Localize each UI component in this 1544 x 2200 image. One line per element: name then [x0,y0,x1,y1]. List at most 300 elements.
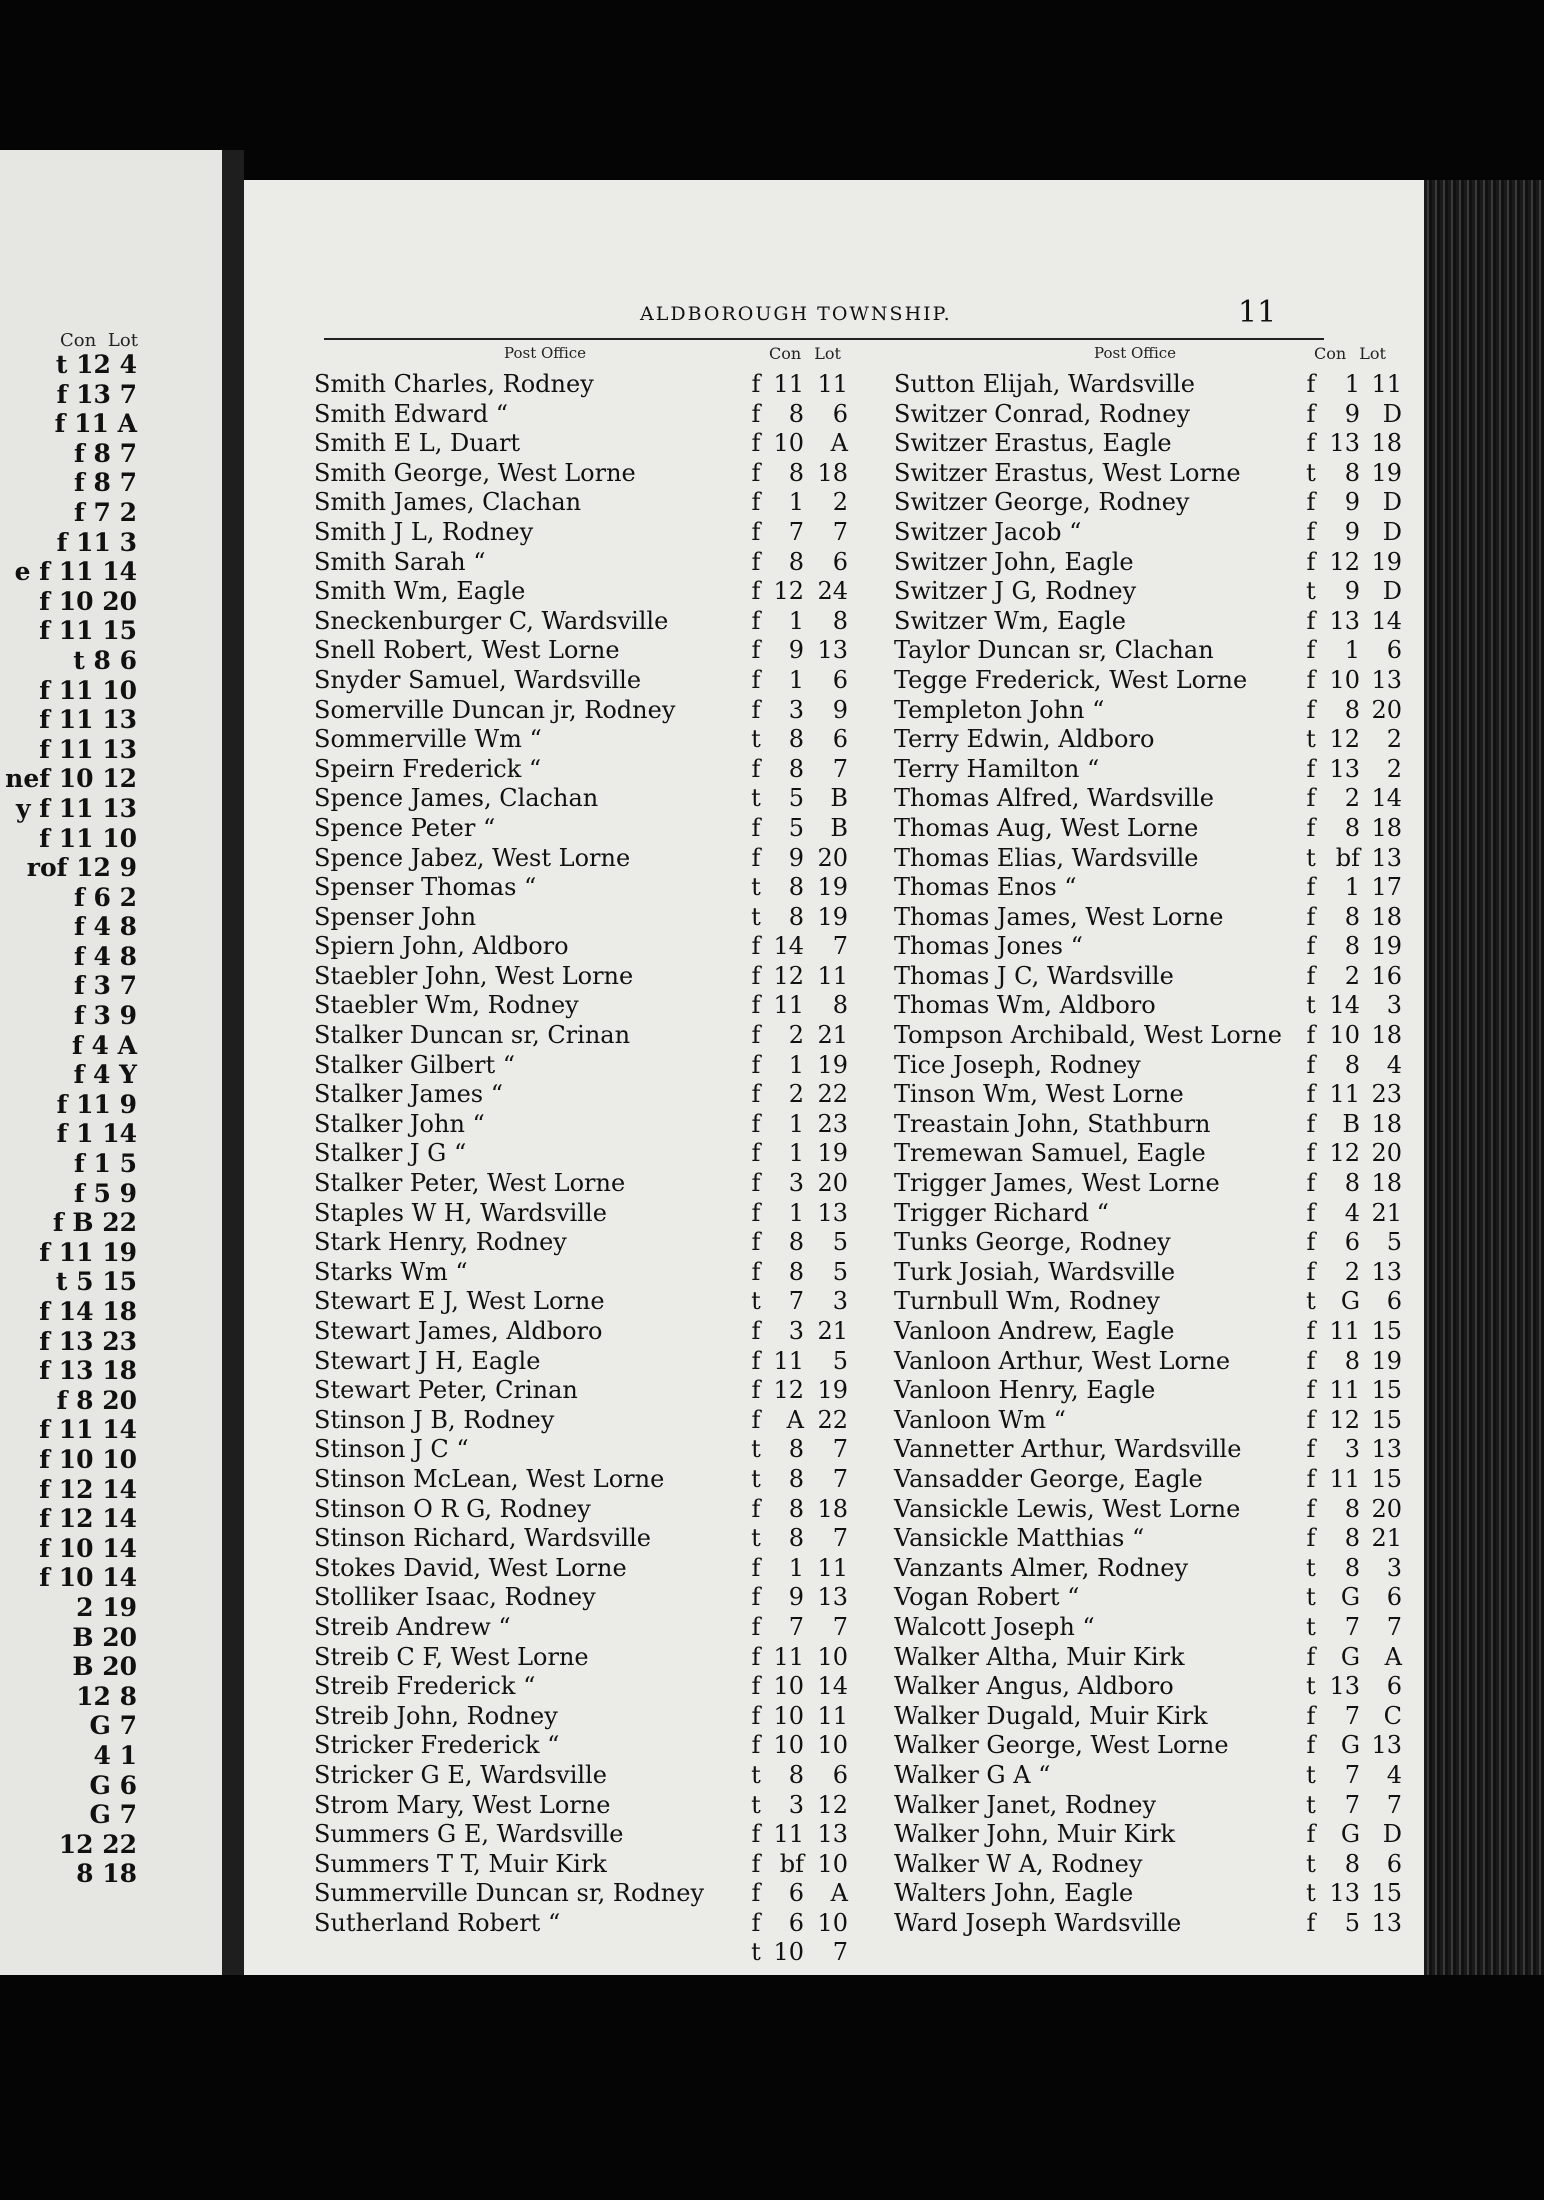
directory-entry [314,459,874,489]
entry-lot: A [830,1879,848,1908]
left-page-row: f 3 9 [74,1001,137,1031]
entry-concession: 11 [773,1820,804,1849]
directory-entry [894,1080,1414,1110]
left-page-row: f 13 18 [39,1356,137,1386]
entry-name: Stinson McLean, West Lorne [314,1464,665,1493]
entry-tenure: t [1306,577,1316,606]
entry-tenure: f [751,1257,761,1286]
entry-concession: 1 [788,1139,804,1168]
entry-lot: 5 [1386,1228,1402,1257]
entry-name: Switzer Erastus, West Lorne [894,458,1241,487]
left-page-row: f 1 5 [74,1149,137,1179]
directory-entry [314,548,874,578]
entry-tenure: f [751,1109,761,1138]
entry-concession: bf [779,1849,804,1878]
entry-tenure: f [751,429,761,458]
entry-lot: 18 [817,458,848,487]
entry-lot: 19 [817,902,848,931]
entry-concession: 2 [788,1021,804,1050]
entry-lot: 19 [1371,458,1402,487]
directory-entry [314,932,874,962]
left-page-row: G 7 [89,1800,137,1830]
entry-tenure: f [1306,1494,1316,1523]
entry-tenure: f [1306,1317,1316,1345]
directory-entry [314,814,874,844]
entry-concession: 2 [1344,961,1360,990]
left-page-row: f 6 2 [74,882,137,912]
entry-lot: 23 [1371,1080,1402,1109]
entry-concession: 7 [1344,1790,1360,1819]
entry-name: Vansickle Lewis, West Lorne [894,1494,1241,1523]
entry-tenure: f [1306,754,1316,783]
entry-lot: 24 [817,577,848,606]
left-page-row: f 7 2 [74,497,137,527]
entry-tenure: f [751,1228,761,1257]
entry-tenure: f [1306,1464,1316,1493]
entry-name: Terry Hamilton “ [894,754,1100,783]
page-number: 11 [1238,295,1277,330]
entry-tenure: f [751,695,761,724]
entry-concession: 12 [1329,725,1360,754]
entry-lot: 10 [817,1908,848,1937]
entry-lot: 18 [1371,429,1402,458]
entry-lot: 18 [1371,813,1402,842]
entry-concession: 8 [1344,1524,1360,1553]
entry-lot: 13 [1371,1731,1402,1760]
left-page-row: G 6 [89,1770,137,1800]
entry-name: Smith Sarah “ [314,547,486,576]
directory-entry [314,429,874,459]
entry-concession: 3 [788,1790,804,1819]
directory-entry [894,1051,1414,1081]
directory-entry [894,1317,1414,1347]
entry-tenure: f [751,517,761,546]
entry-lot: 11 [1371,370,1402,398]
directory-entry [894,696,1414,726]
entry-concession: 11 [1329,1464,1360,1493]
entry-name: Staebler John, West Lorne [314,961,634,990]
left-page-row: 12 22 [58,1829,137,1859]
left-page-row: f 11 9 [56,1089,137,1119]
entry-lot: 13 [1371,665,1402,694]
entry-tenure: f [1306,1080,1316,1109]
entry-lot: 20 [1371,1139,1402,1168]
directory-entry [314,1376,874,1406]
entry-name: Thomas Aug, West Lorne [894,813,1199,842]
directory-entry [894,1228,1414,1258]
entry-tenure: f [751,1376,761,1405]
entry-tenure: f [1306,1908,1316,1937]
left-page-row: B 20 [72,1622,137,1652]
directory-entry [314,1820,874,1850]
directory-entry [314,725,874,755]
entry-concession: 8 [1344,1849,1360,1878]
entry-tenure: t [751,725,761,754]
entry-concession: 4 [1344,1198,1360,1227]
entry-tenure: f [1306,370,1316,398]
entry-name: Spence Jabez, West Lorne [314,843,631,872]
directory-entry [314,1169,874,1199]
entry-tenure: f [1306,1820,1316,1849]
entry-name: Stewart Peter, Crinan [314,1376,578,1405]
directory-entry [894,1643,1414,1673]
left-page-row: f 5 9 [74,1178,137,1208]
entry-name: Thomas James, West Lorne [894,902,1224,931]
entry-concession: G [1340,1287,1360,1316]
entry-tenure: f [1306,665,1316,694]
entry-lot: 8 [832,991,848,1020]
left-page-row: t 12 4 [55,350,137,379]
directory-entry [894,1850,1414,1880]
left-page-row: f 10 14 [39,1563,137,1593]
entry-tenure: f [751,1820,761,1849]
entry-name: Summerville Duncan sr, Rodney [314,1879,705,1908]
entry-name: Spenser Thomas “ [314,873,537,902]
entry-lot: 13 [817,1820,848,1849]
entry-tenure: f [1306,399,1316,428]
entry-name: Smith James, Clachan [314,488,582,517]
entry-concession: 1 [788,1050,804,1079]
directory-entry [894,666,1414,696]
entry-concession: 12 [1329,1405,1360,1434]
directory-page [244,180,1424,1980]
directory-entry [314,1613,874,1643]
left-page-row: f 8 7 [74,438,137,468]
entry-lot: 5 [832,1257,848,1286]
entry-lot: 15 [1371,1879,1402,1908]
directory-entry [894,814,1414,844]
directory-entry [894,1376,1414,1406]
entry-tenure: f [1306,932,1316,961]
entry-concession: 5 [788,784,804,813]
entry-tenure: f [1306,488,1316,517]
directory-entry [894,607,1414,637]
left-page-row: B 20 [72,1652,137,1682]
entry-concession: 8 [1344,695,1360,724]
directory-entry [894,1406,1414,1436]
directory-entry [314,1791,874,1821]
entry-lot: 18 [1371,1021,1402,1050]
entry-tenure: f [1306,1021,1316,1050]
left-page-row: e f 11 14 [14,557,137,587]
entry-name: Stewart E J, West Lorne [314,1287,605,1316]
entry-concession: 8 [788,1760,804,1789]
entry-tenure: f [751,1021,761,1050]
directory-entry [314,1021,874,1051]
entry-concession: 2 [1344,784,1360,813]
directory-entry [894,518,1414,548]
entry-lot: 18 [817,1494,848,1523]
entry-tenure: f [1306,636,1316,665]
entry-name: Smith Wm, Eagle [314,577,526,606]
entry-concession: 1 [788,488,804,517]
entry-name: Stinson J B, Rodney [314,1405,555,1434]
left-page-row: f 12 14 [39,1504,137,1534]
entry-name: Walker Dugald, Muir Kirk [894,1701,1208,1730]
entry-tenure: f [1306,1524,1316,1553]
entry-concession: 8 [788,1435,804,1464]
entry-lot: 13 [1371,1435,1402,1464]
entry-lot: 6 [832,399,848,428]
entry-tenure: f [1306,1346,1316,1375]
left-page-row: f 11 A [54,409,137,439]
entry-concession: 7 [1344,1701,1360,1730]
entry-lot: 19 [817,1376,848,1405]
entry-name: Streib Andrew “ [314,1612,511,1641]
entry-name: Vannetter Arthur, Wardsville [894,1435,1242,1464]
entry-concession: 8 [1344,932,1360,961]
entry-concession: 9 [1344,577,1360,606]
entry-tenure: t [1306,458,1316,487]
left-page-row: f 13 23 [39,1326,137,1356]
entry-name: Staples W H, Wardsville [314,1198,607,1227]
entry-name: Snell Robert, West Lorne [314,636,620,665]
left-page-row: f 4 A [72,1030,137,1060]
entry-name: Switzer Wm, Eagle [894,606,1127,635]
left-page-row: f 3 7 [74,971,137,1001]
entry-name: Walker John, Muir Kirk [894,1820,1176,1849]
entry-lot: 11 [817,370,848,398]
entry-name: Stalker Gilbert “ [314,1050,516,1079]
entry-concession: G [1340,1583,1360,1612]
entry-tenure: f [751,961,761,990]
entry-tenure: f [1306,813,1316,842]
entry-name: Ward Joseph Wardsville [894,1908,1182,1937]
entry-name: Vansadder George, Eagle [894,1464,1203,1493]
directory-entry [314,1583,874,1613]
entry-name: Summers T T, Muir Kirk [314,1849,607,1878]
entry-tenure: t [1306,1553,1316,1582]
directory-entry [894,1909,1414,1939]
entry-concession: 3 [788,1317,804,1345]
entry-name: Vanloon Henry, Eagle [894,1376,1156,1405]
entry-lot: 6 [832,665,848,694]
entry-lot: 13 [817,636,848,665]
entry-concession: 8 [788,725,804,754]
entry-lot: 6 [1386,1672,1402,1701]
entry-name: Smith Charles, Rodney [314,370,594,398]
entry-tenure: f [1306,1701,1316,1730]
entry-tenure: f [751,1612,761,1641]
entry-name: Terry Edwin, Aldboro [894,725,1155,754]
entry-concession: 8 [788,458,804,487]
entry-lot: 11 [817,961,848,990]
entry-name: Switzer George, Rodney [894,488,1190,517]
scan-border [0,1975,1544,2200]
entry-lot: D [1382,488,1402,517]
directory-entry [314,1199,874,1229]
entry-name: Streib John, Rodney [314,1701,558,1730]
entry-concession: 10 [773,1701,804,1730]
entry-name: Vogan Robert “ [894,1583,1080,1612]
entry-name: Vanloon Wm “ [894,1405,1066,1434]
entry-name: Switzer Erastus, Eagle [894,429,1172,458]
directory-entry [894,548,1414,578]
left-page-row: f 11 15 [39,616,137,646]
post-office-label: Post Office [504,344,587,362]
entry-tenure: f [751,1583,761,1612]
directory-entry [314,1643,874,1673]
entry-tenure: f [1306,695,1316,724]
entry-lot: 7 [832,517,848,546]
entry-name: Streib C F, West Lorne [314,1642,589,1671]
entry-name: Tremewan Samuel, Eagle [894,1139,1206,1168]
entry-concession: 11 [773,1346,804,1375]
entry-lot: 15 [1371,1405,1402,1434]
entry-tenure: t [1306,1287,1316,1316]
book-gutter [222,150,244,1975]
entry-concession: 8 [788,1257,804,1286]
entry-lot: 20 [817,1169,848,1198]
entry-name: Tompson Archibald, West Lorne [894,1021,1282,1050]
entry-tenure: f [751,1849,761,1878]
entry-tenure: f [751,370,761,398]
entry-concession: 8 [1344,902,1360,931]
entry-lot: 21 [1371,1524,1402,1553]
entry-concession: 1 [788,606,804,635]
entry-tenure: f [751,488,761,517]
entry-tenure: f [751,1642,761,1671]
entry-tenure: f [751,1139,761,1168]
entry-name: Switzer Conrad, Rodney [894,399,1191,428]
entry-lot: 13 [817,1198,848,1227]
entry-lot: 8 [832,606,848,635]
directory-entry [894,459,1414,489]
entry-lot: 11 [817,1553,848,1582]
entry-concession: 10 [773,1672,804,1701]
entry-name: Staebler Wm, Rodney [314,991,579,1020]
directory-entry [314,1702,874,1732]
entry-concession: 8 [788,399,804,428]
entry-lot: 7 [832,1435,848,1464]
directory-entry [314,1406,874,1436]
entry-lot: 5 [832,1346,848,1375]
left-page-row: f 4 Y [73,1060,137,1090]
entry-tenure: f [751,1317,761,1345]
directory-entry [894,400,1414,430]
entry-concession: 10 [773,1938,804,1967]
entry-tenure: f [1306,961,1316,990]
entry-concession: B [1342,1109,1360,1138]
entry-lot: 19 [1371,1346,1402,1375]
entry-concession: 1 [788,1109,804,1138]
entry-name: Walker Angus, Aldboro [894,1672,1174,1701]
entry-name: Walker G A “ [894,1760,1051,1789]
directory-entry [314,488,874,518]
entry-concession: 12 [773,1376,804,1405]
entry-concession: 7 [788,517,804,546]
entry-name: Switzer John, Eagle [894,547,1134,576]
entry-lot: 7 [832,1938,848,1967]
entry-concession: 8 [1344,1494,1360,1523]
directory-column-1 [314,344,874,1968]
entry-tenure: f [1306,1731,1316,1760]
entry-name: Speirn Frederick “ [314,754,542,783]
directory-entry [894,932,1414,962]
entry-name: Thomas J C, Wardsville [894,961,1174,990]
entry-concession: 11 [1329,1376,1360,1405]
directory-entry [314,1761,874,1791]
entry-concession: A [786,1405,804,1434]
entry-lot: 18 [1371,1169,1402,1198]
entry-lot: 18 [1371,902,1402,931]
directory-entry [894,1495,1414,1525]
entry-tenure: t [1306,1583,1316,1612]
left-page-row: f 10 10 [39,1444,137,1474]
left-page-row: 4 1 [93,1740,137,1770]
entry-tenure: f [751,1701,761,1730]
entry-tenure: f [751,1050,761,1079]
entry-concession: G [1340,1731,1360,1760]
entry-tenure: f [751,1672,761,1701]
entry-concession: 3 [788,1169,804,1198]
entry-name: Smith Edward “ [314,399,509,428]
left-page-row: f 10 14 [39,1533,137,1563]
directory-entry [314,903,874,933]
left-page-row: t 8 6 [73,645,137,675]
directory-entry [314,1110,874,1140]
entry-concession: 8 [1344,1346,1360,1375]
entry-concession: 13 [1329,1672,1360,1701]
left-page-rows [0,350,222,1889]
entry-tenure: f [751,606,761,635]
entry-name: Tinson Wm, West Lorne [894,1080,1184,1109]
entry-name: Tice Joseph, Rodney [894,1050,1141,1079]
entry-lot: 19 [817,1050,848,1079]
entry-tenure: f [1306,1198,1316,1227]
entry-name: Walters John, Eagle [894,1879,1134,1908]
directory-entry [894,784,1414,814]
entry-concession: 7 [1344,1612,1360,1641]
directory-entry [314,1554,874,1584]
left-page-row: f 8 7 [74,468,137,498]
directory-entry [894,1021,1414,1051]
entry-name: Summers G E, Wardsville [314,1820,624,1849]
entry-name: Stricker Frederick “ [314,1731,560,1760]
left-page-row: f 13 7 [56,379,137,409]
entry-concession: bf [1335,843,1360,872]
left-page-row: y f 11 13 [16,793,137,823]
left-page-fragment [0,150,222,1975]
entry-tenure: f [751,577,761,606]
post-office-label: Post Office [1094,344,1177,362]
entry-name: Stalker John “ [314,1109,485,1138]
entry-name: Spence James, Clachan [314,784,599,813]
entry-concession: 10 [773,1731,804,1760]
entry-name: Strom Mary, West Lorne [314,1790,611,1819]
entry-lot: 3 [832,1287,848,1316]
entry-lot: 19 [817,873,848,902]
entry-tenure: f [751,813,761,842]
page-header [244,295,1424,333]
entry-lot: 10 [817,1849,848,1878]
entry-name: Tegge Frederick, West Lorne [894,665,1248,694]
entry-tenure: t [751,1287,761,1316]
entry-tenure: f [751,1346,761,1375]
entry-lot: 23 [817,1109,848,1138]
directory-entry [314,1938,874,1968]
entry-lot: A [1384,1642,1402,1671]
entry-lot: C [1383,1701,1402,1730]
entry-name: Stalker James “ [314,1080,504,1109]
entry-concession: 1 [1344,370,1360,398]
entry-tenure: t [751,1760,761,1789]
entry-name: Stewart J H, Eagle [314,1346,541,1375]
entry-lot: 6 [832,547,848,576]
directory-entry [314,1139,874,1169]
entry-name: Switzer J G, Rodney [894,577,1137,606]
directory-entry [894,755,1414,785]
